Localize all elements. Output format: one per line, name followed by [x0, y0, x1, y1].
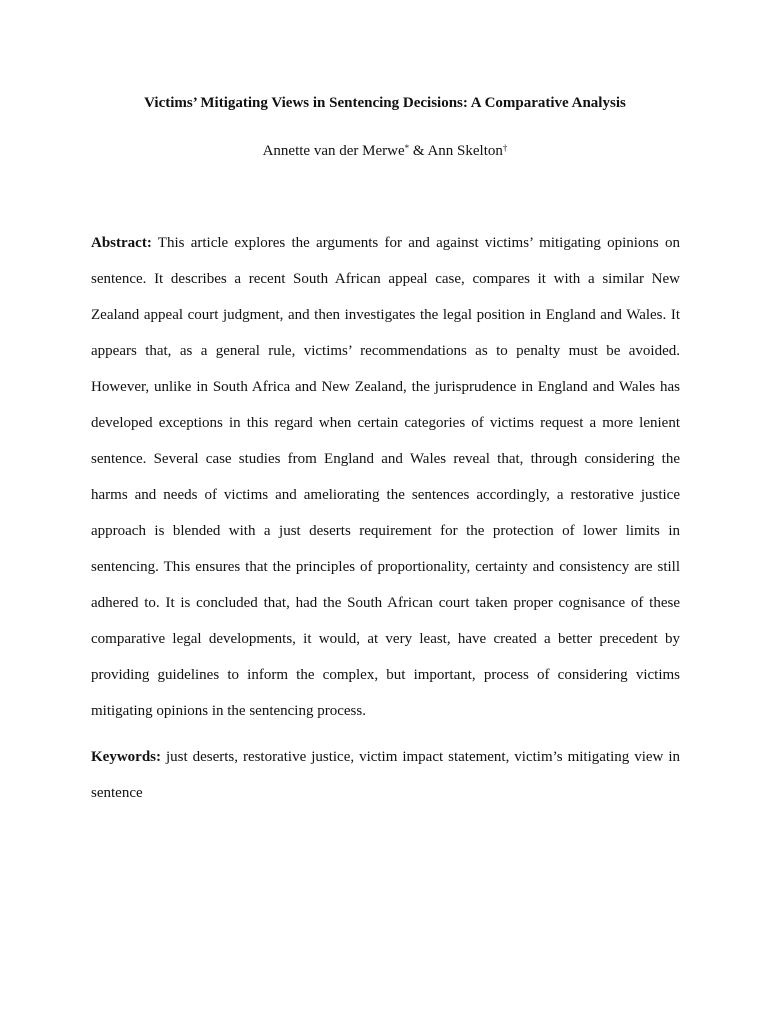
abstract-line: Zealand appeal court judgment, and then investigates the legal position in England and Wales. It	[91, 307, 680, 323]
abstract-label: Abstract:	[91, 235, 152, 251]
abstract-line: harms and needs of victims and ameliorating the sentences accordingly, a restorative justice	[91, 487, 680, 503]
keywords-label: Keywords:	[91, 749, 161, 765]
abstract-line	[91, 234, 680, 270]
abstract-line: sentencing. This ensures that the principles of proportionality, certainty and consistency are still	[91, 559, 680, 575]
abstract-section	[91, 234, 680, 738]
abstract-line: providing guidelines to inform the complex, but important, process of considering victims	[91, 667, 680, 683]
author-name: Annette van der Merwe	[262, 143, 405, 159]
abstract-line: approach is blended with a just deserts requirement for the protection of lower limits in	[91, 523, 680, 539]
abstract-line: adhered to. It is concluded that, had the South African court taken proper cognisance of these	[91, 595, 680, 611]
author-line	[0, 141, 770, 161]
abstract-line: developed exceptions in this regard when certain categories of victims request a more lenient	[91, 415, 680, 431]
keywords-section	[91, 748, 680, 820]
abstract-line: However, unlike in South Africa and New Zealand, the jurisprudence in England and Wales has	[91, 379, 680, 395]
footnote-mark: *	[404, 143, 410, 153]
keywords-line	[91, 748, 680, 784]
abstract-line: sentence. It describes a recent South African appeal case, compares it with a similar New	[91, 271, 680, 287]
abstract-line: appears that, as a general rule, victims’ recommendations as to penalty must be avoided.	[91, 343, 680, 359]
footnote-mark: †	[502, 143, 508, 153]
author-separator: &	[409, 143, 428, 159]
abstract-text: This article explores the arguments for and against victims’ mitigating opinions on	[151, 235, 680, 251]
keywords-line: sentence	[91, 785, 143, 801]
author-name: Ann Skelton	[427, 143, 503, 159]
abstract-line: mitigating opinions in the sentencing process.	[91, 703, 366, 719]
abstract-line: sentence. Several case studies from England and Wales reveal that, through considering the	[91, 451, 680, 467]
abstract-line: comparative legal developments, it would, at very least, have created a better precedent by	[91, 631, 680, 647]
keywords-text: just deserts, restorative justice, victim impact statement, victim’s mitigating view in	[161, 749, 680, 765]
paper-title: Victims’ Mitigating Views in Sentencing Decisions: A Comparative Analysis	[144, 95, 626, 111]
